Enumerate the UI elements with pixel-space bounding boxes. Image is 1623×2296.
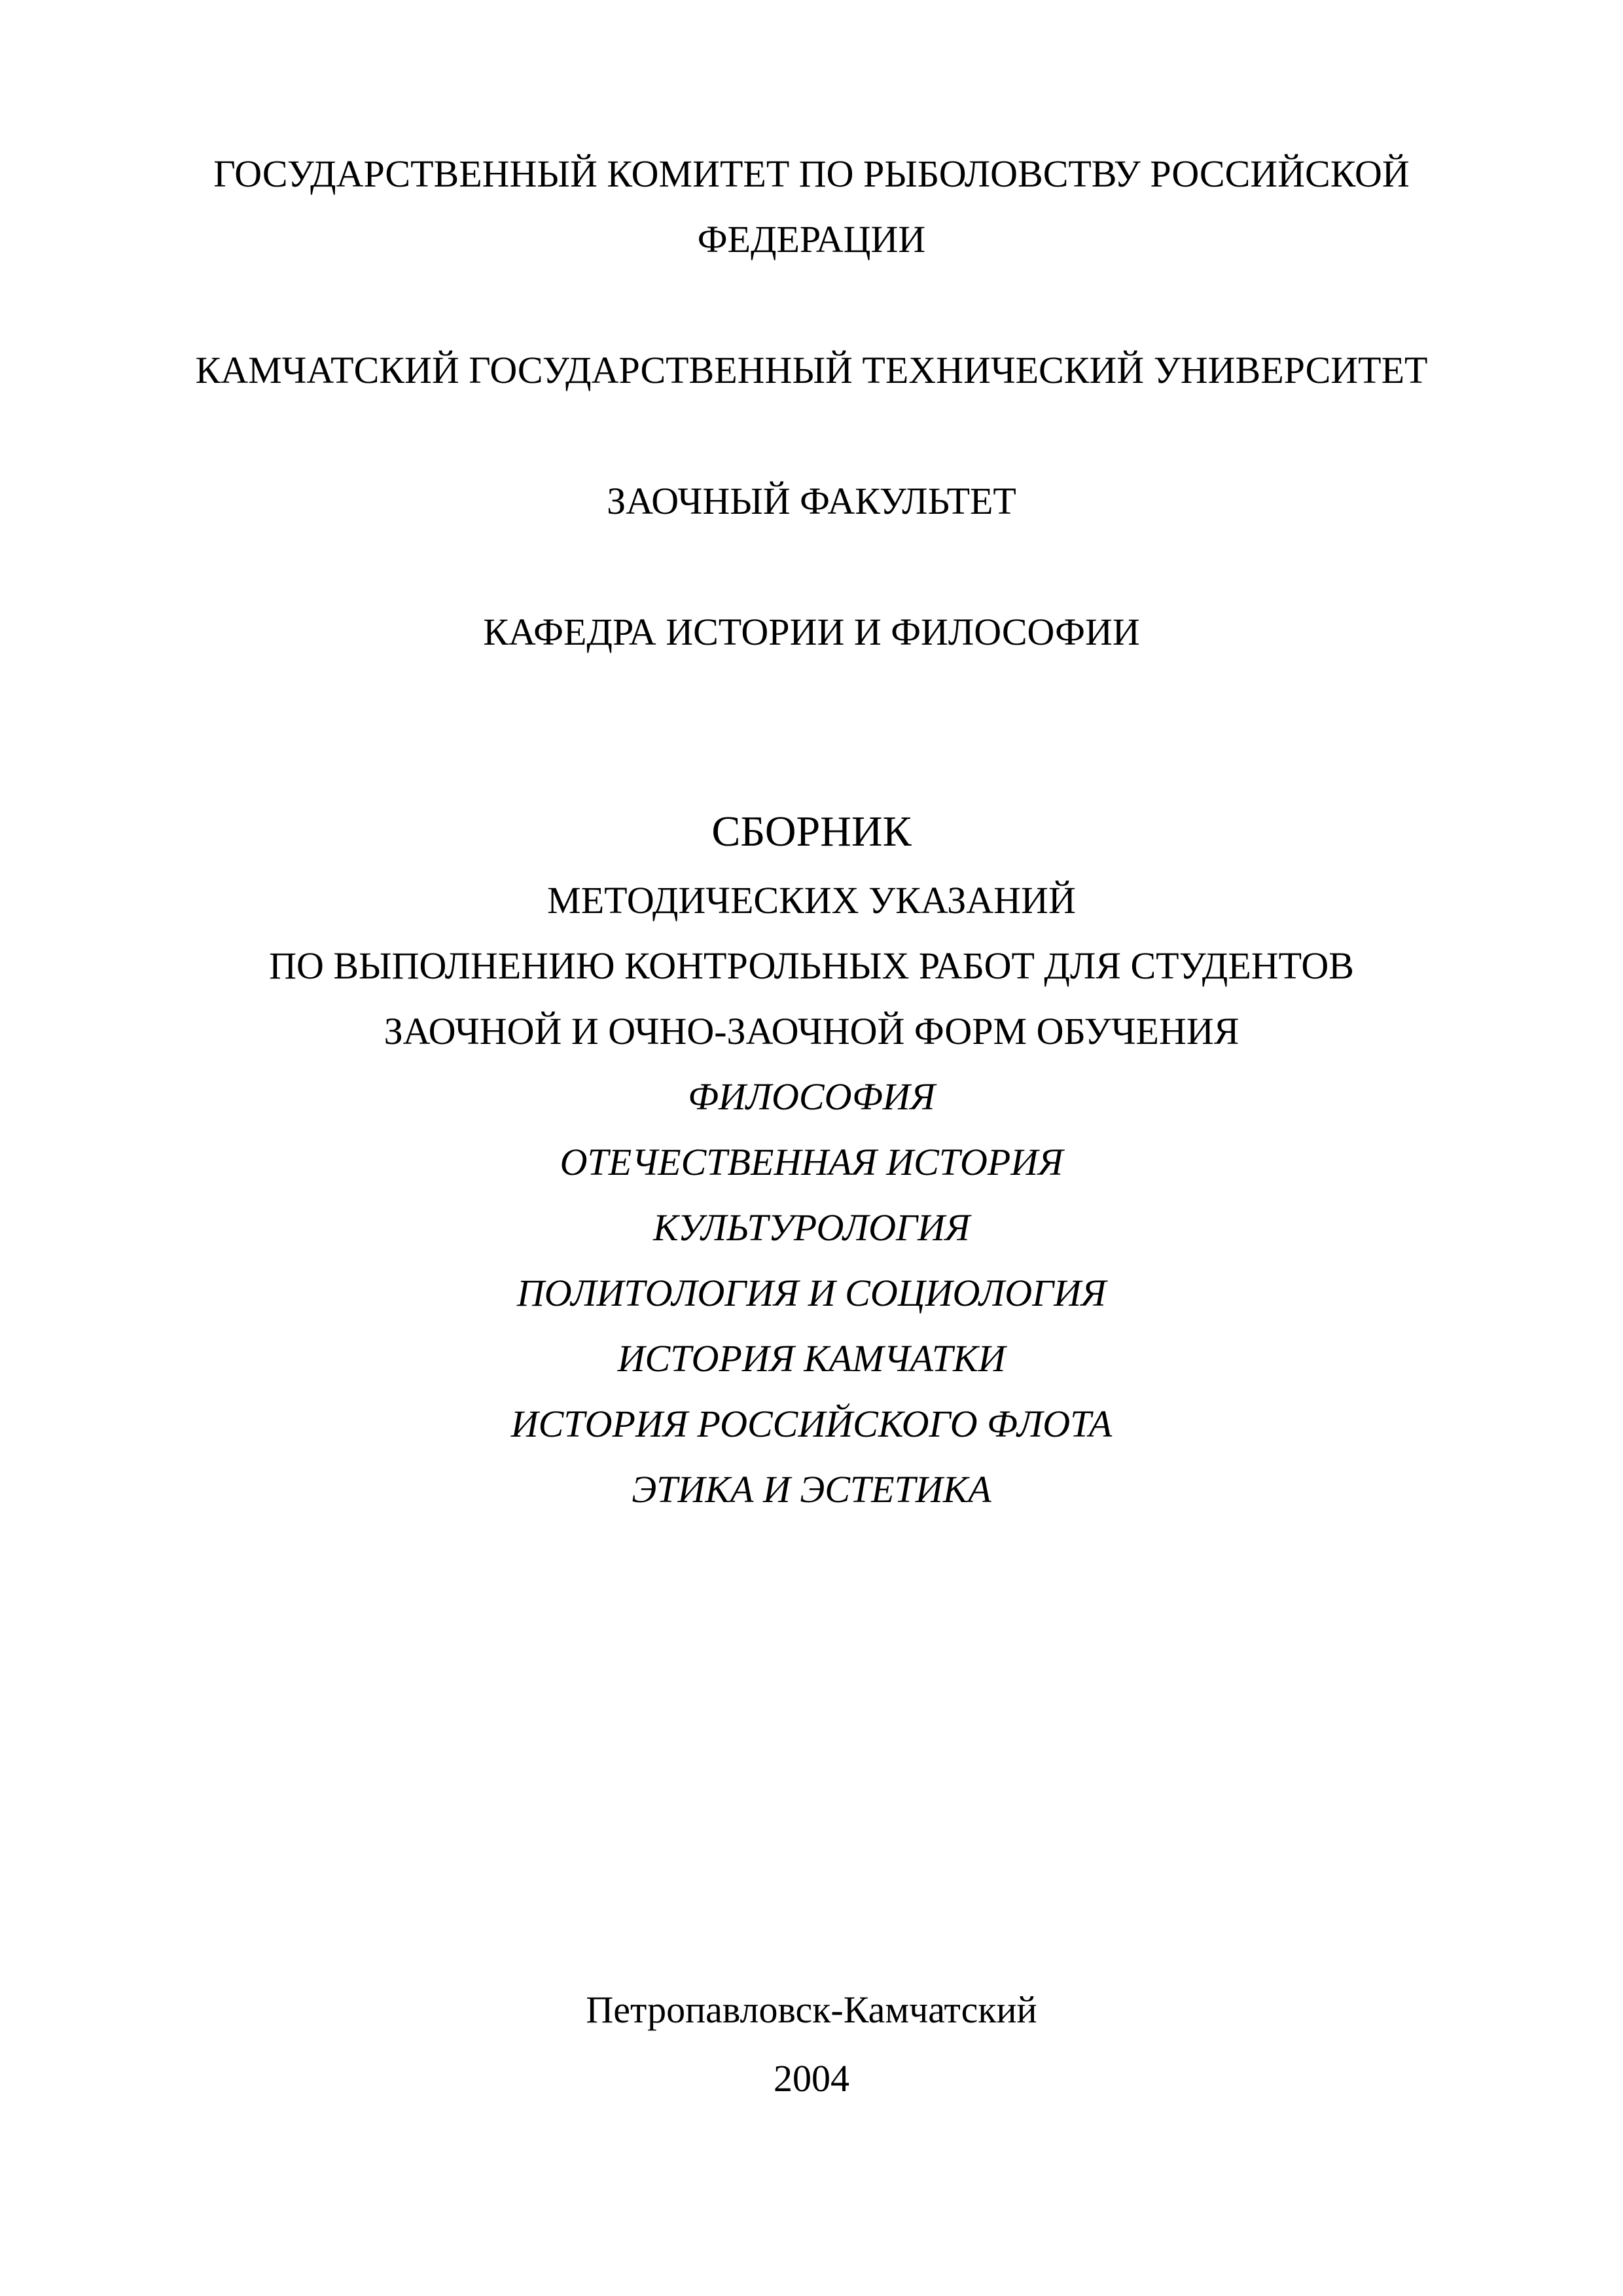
publication-city: Петропавловск-Камчатский: [586, 1988, 1037, 2031]
discipline-item: ИСТОРИЯ КАМЧАТКИ: [617, 1337, 1006, 1380]
publication-year: 2004: [774, 2057, 849, 2100]
discipline-item: ПОЛИТОЛОГИЯ И СОЦИОЛОГИЯ: [516, 1272, 1107, 1314]
department-name: КАФЕДРА ИСТОРИИ И ФИЛОСОФИИ: [483, 611, 1140, 653]
university-name: КАМЧАТСКИЙ ГОСУДАРСТВЕННЫЙ ТЕХНИЧЕСКИЙ УНИВЕРСИТЕТ: [195, 349, 1428, 391]
discipline-item: ОТЕЧЕСТВЕННАЯ ИСТОРИЯ: [560, 1141, 1063, 1183]
discipline-item: ИСТОРИЯ РОССИЙСКОГО ФЛОТА: [510, 1403, 1113, 1445]
subtitle-line: ЗАОЧНОЙ И ОЧНО-ЗАОЧНОЙ ФОРМ ОБУЧЕНИЯ: [383, 1010, 1240, 1052]
discipline-item: ЭТИКА И ЭСТЕТИКА: [632, 1468, 991, 1511]
discipline-item: КУЛЬТУРОЛОГИЯ: [652, 1206, 971, 1249]
subtitle-line: ПО ВЫПОЛНЕНИЮ КОНТРОЛЬНЫХ РАБОТ ДЛЯ СТУДЕНТОВ: [269, 944, 1354, 987]
document-title: СБОРНИК: [711, 808, 912, 855]
faculty-name: ЗАОЧНЫЙ ФАКУЛЬТЕТ: [607, 480, 1016, 522]
committee-name-line-1: ГОСУДАРСТВЕННЫЙ КОМИТЕТ ПО РЫБОЛОВСТВУ РОССИЙСКОЙ: [213, 152, 1410, 195]
subtitle-line: МЕТОДИЧЕСКИХ УКАЗАНИЙ: [547, 879, 1076, 922]
discipline-item: ФИЛОСОФИЯ: [688, 1075, 935, 1118]
committee-name-line-2: ФЕДЕРАЦИИ: [697, 218, 926, 260]
